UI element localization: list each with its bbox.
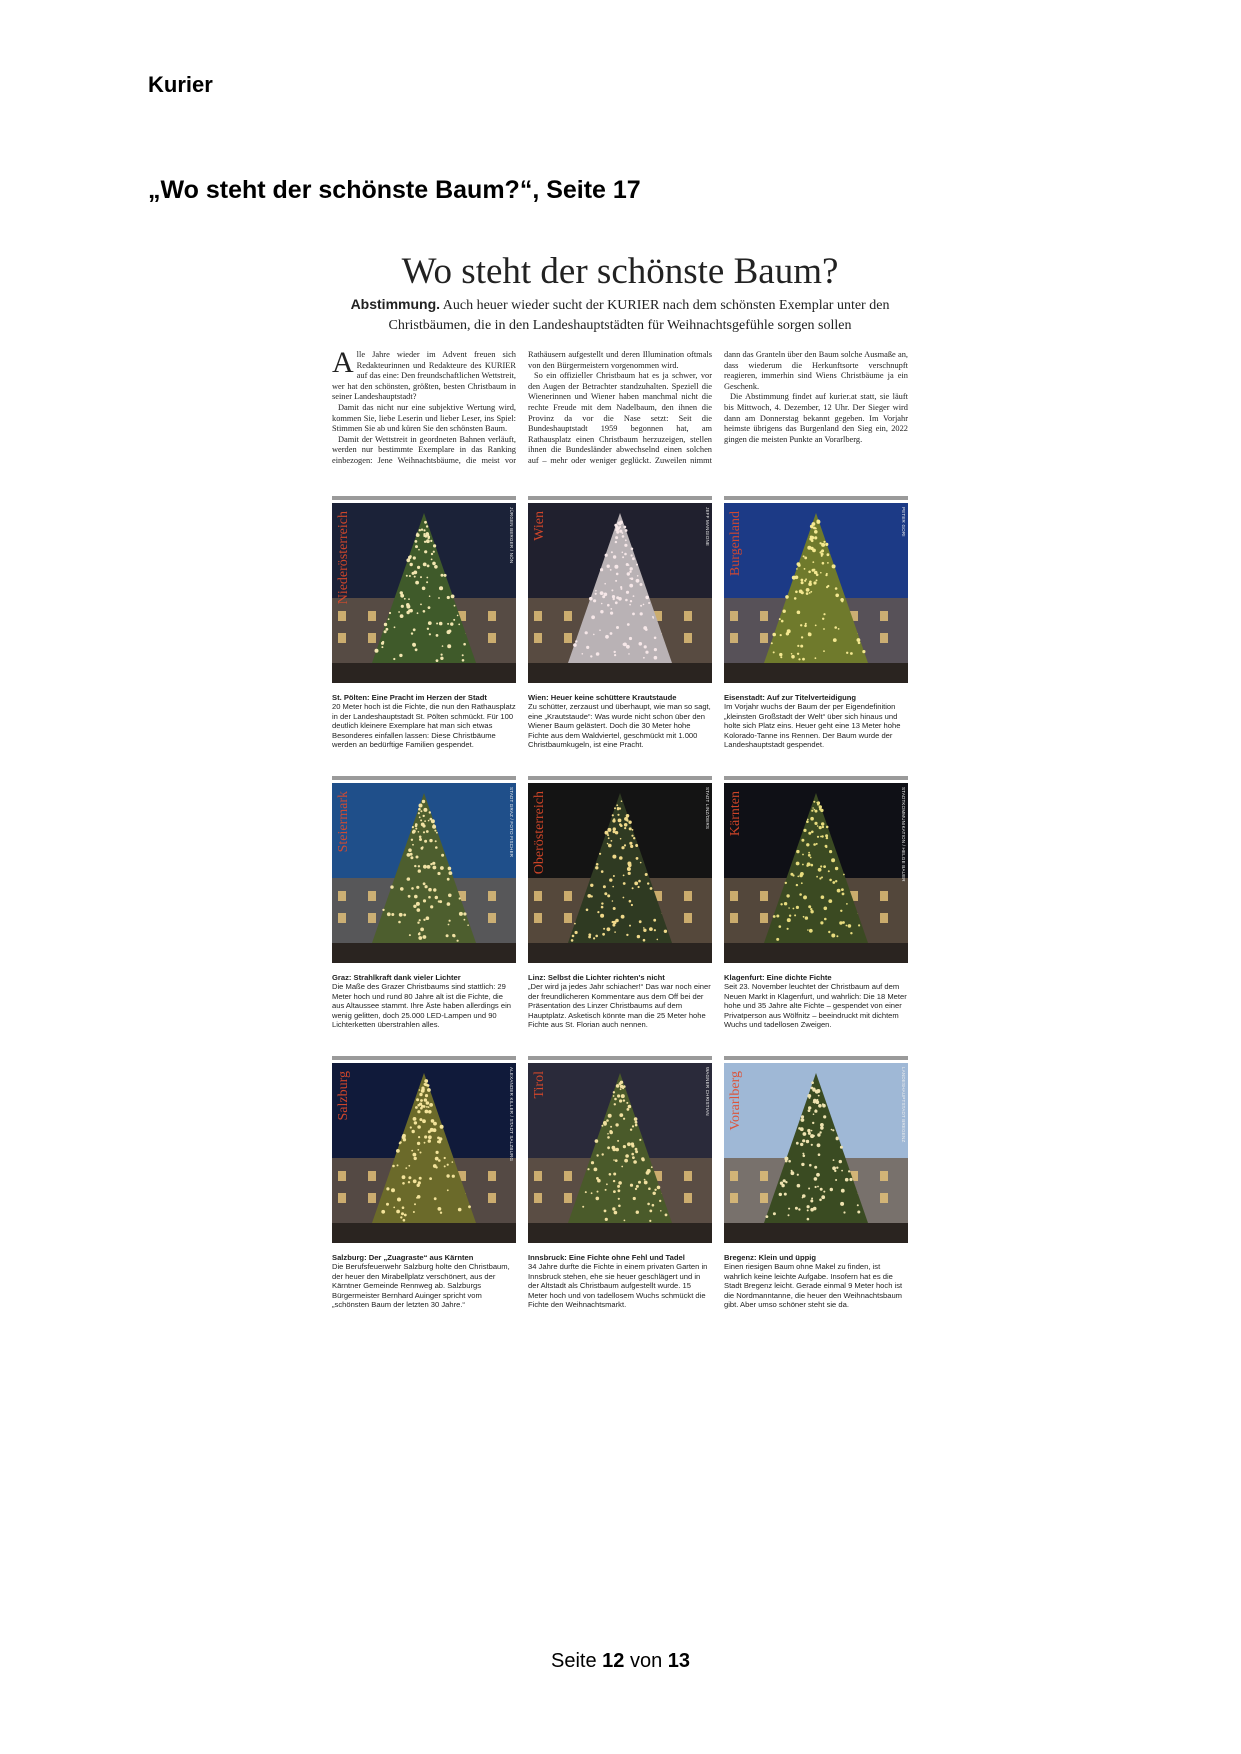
body-paragraph: Damit das nicht nur eine subjektive Wertung wird, kommen Sie, liebe Leserin und lieber Leser, ins Spiel: Stimmen Sie ab und küren Sie den schönsten Baum. [332,402,516,434]
tile-rule [332,776,516,780]
caption-text: „Der wird ja jedes Jahr schiacher!“ Das war noch einer der freundlicheren Kommentare aus dem Off bei der Präsentation des Linzer Christbaums auf dem Hauptplatz. Asketisch könnte man die 25 Meter hohe Fichte aus St. Florian auch nennen. [528,982,711,1030]
tree-tile [724,1056,908,1309]
christmas-tree-photo [528,783,712,963]
caption-text: Zu schütter, zerzaust und überhaupt, wie man so sagt, eine „Krautstaude“: Was wurde nicht schon über den Wiener Baum gelästert. Doch die 30 Meter hohe Fichte aus dem Waldviertel, geschmückt mit 1.000 Christbaumkugeln, ist eine Pracht. [528,702,711,750]
region-label: Wien [532,511,547,541]
photo-credit: STADT GRAZ / FOTO FISCHER [509,787,514,858]
caption-text: 20 Meter hoch ist die Fichte, die nun den Rathausplatz in der Landeshauptstadt St. Pölten schmückt. Für 100 deutlich kleinere Exemplare hat man sich etwas Besonderes einfallen lassen: Diese Christbäume werden an bedürftige Familien gespendet. [332,702,516,750]
caption-text: Seit 23. November leuchtet der Christbaum auf dem Neuen Markt in Klagenfurt, und wahrlich: Die 18 Meter hohe und 35 Jahre alte Fichte – gespendet von einer Privatperson aus Wölfnitz – beeindruckt mit dichtem Wuchs und tadellosen Zweigen. [724,982,907,1030]
article-headline: Wo steht der schönste Baum? [401,251,839,292]
tree-tile [528,776,712,1029]
newspaper-clipping [332,240,908,1330]
christmas-tree-photo [724,1063,908,1243]
tile-rule [724,496,908,500]
tile-rule [528,776,712,780]
christmas-tree-photo [724,503,908,683]
body-paragraph: Damit der Wettstreit in geordneten Bahnen verläuft, werden nur bestimmte Exemplare in das Ranking einbezogen: Jene Weihnachtsbäume, die meist vor Rathäusern aufgestellt und deren Illumination oftmals von den Bürgermeistern vorgenommen wird. [332,350,712,465]
caption-title: Wien: Heuer keine schüttere Krautstaude [528,693,677,702]
page-footer [0,1650,1241,1673]
tree-tile [332,1056,516,1309]
tile-caption [528,1253,712,1309]
region-label: Steiermark [336,791,351,853]
region-label: Burgenland [728,511,743,577]
tile-caption [724,1253,908,1309]
footer-middle: von [629,1650,663,1672]
footer-prefix: Seite [550,1650,597,1672]
caption-title: Salzburg: Der „Zuagraste“ aus Kärnten [332,1253,474,1262]
region-label: Oberösterreich [532,791,547,875]
photo-credit: JEFF MANGIONE [705,507,710,547]
tile-caption [332,693,516,749]
photo-credit: PETER GORI [901,507,906,537]
tile-caption [724,973,908,1029]
photo-credit: ALEXANDER KILLER / STADT SALZBURG [509,1067,514,1162]
tile-caption [528,693,712,749]
caption-title: St. Pölten: Eine Pracht im Herzen der Stadt [332,693,487,702]
deck-lead: Abstimmung. [350,296,441,312]
christmas-tree-photo [528,503,712,683]
photo-credit: STADTKOMMUNIKATION / HELGE BAUER [901,787,906,882]
christmas-tree-photo [332,1063,516,1243]
christmas-tree-photo [332,783,516,963]
tile-rule [528,1056,712,1060]
photo-credit: JÜRGEN BERGER / NÖN [509,507,514,564]
tree-tile [528,496,712,749]
caption-title: Eisenstadt: Auf zur Titelverteidigung [724,693,857,702]
caption-text: Im Vorjahr wuchs der Baum der per Eigendefinition „kleinsten Großstadt der Welt“ über sich hinaus und holte sich Platz eins. Heuer geht eine 13 Meter hohe Kolorado-Tanne ins Rennen. Der Baum wurde der Landeshauptstadt gespendet. [724,702,901,750]
caption-title: Linz: Selbst die Lichter richten's nicht [528,973,665,982]
christmas-tree-photo [528,1063,712,1243]
dropcap: A [332,346,354,379]
region-label: Niederösterreich [336,511,351,605]
tile-rule [724,1056,908,1060]
tree-tile [332,496,516,749]
caption-text: Einen riesigen Baum ohne Makel zu finden, ist wahrlich keine leichte Aufgabe. Insofern hat es die Stadt Bregenz leicht. Gerade einmal 9 Meter hoch ist die Nordmanntanne, die heuer den Weihnachtsbaum gibt. Aber umso schöner steht sie da. [724,1262,903,1310]
tile-caption [724,693,908,749]
caption-title: Klagenfurt: Eine dichte Fichte [724,973,832,982]
caption-text: Die Berufsfeuerwehr Salzburg holte den Christbaum, der heuer den Mirabellplatz verschönert, aus der Kärntner Gemeinde Rennweg ab. Salzburgs Bürgermeister Bernhard Auinger spricht vom „schönsten Baum der letzten 30 Jahre.“ [332,1262,510,1310]
caption-title: Graz: Strahlkraft dank vieler Lichter [332,973,461,982]
footer-current-page: 12 [602,1650,625,1672]
tile-rule [332,496,516,500]
publication-name: Kurier [148,72,213,97]
region-label: Salzburg [336,1071,351,1121]
tile-caption [332,973,516,1029]
tile-rule [528,496,712,500]
photo-credit: LANDESHAUPTSTADT BREGENZ [901,1067,906,1143]
christmas-tree-photo [332,503,516,683]
tile-rule [332,1056,516,1060]
tree-tile [724,496,908,749]
body-paragraph: Alle Jahre wieder im Advent freuen sich Redakteurinnen und Redakteure des KURIER auf das eine: Den freundschaftlichen Wettstreit, wer hat den schönsten, größten, besten Christbaum in seiner Landeshauptstadt? [332,346,516,402]
body-paragraph: Die Abstimmung findet auf kurier.at statt, sie läuft bis Mittwoch, 4. Dezember, 12 Uhr. Der Sieger wird dann am Donnerstag bekannt gegeben. Im Vorjahr heimste übrigens das Burgenland den Sieg ein, 2022 gingen die meisten Punkte an Vorarlberg. [724,392,908,444]
photo-credit: WAGNER CHRISTIAN [705,1067,710,1116]
footer-total-pages: 13 [667,1650,691,1672]
region-label: Vorarlberg [728,1071,743,1131]
tree-tile [724,776,908,1029]
body-paragraph: So ein offizieller Christbaum hat es ja schwer, vor den Augen der Betrachter standzuhalten. Speziell die Wienerinnen und Wiener haben manchmal nicht die rechte Freude mit dem Nadelbaum, den ihnen die Provinz da vor die Nase setzt: Seit die Bundeshauptstadt 1959 begonnen hat, am Rathausplatz einen Christbaum herzuzeigen, stellen ihnen die Bundesländer abwechselnd einen solchen auf – mehr oder weniger geglückt. Zuweilen nimmt dann das Granteln über den Baum solche Ausmaße an, dass wiederum die Herkunftsorte verschnupft reagieren, immerhin sind Wiens Christbäume ja ein Geschenk. [528,350,908,465]
caption-title: Innsbruck: Eine Fichte ohne Fehl und Tadel [528,1253,685,1262]
tree-tile [332,776,516,1029]
tile-caption [528,973,712,1029]
region-label: Kärnten [728,791,743,837]
tree-tile [528,1056,712,1309]
caption-title: Bregenz: Klein und üppig [724,1253,816,1262]
caption-text: Die Maße des Grazer Christbaums sind stattlich: 29 Meter hoch und rund 80 Jahre alt ist die Fichte, die aus Altaussee stammt. Ihre Äste haben allerdings ein wenig gelitten, doch 25.000 LED-Lampen und 90 Lichterketten überstrahlen alles. [332,982,511,1030]
tile-caption [332,1253,516,1309]
photo-credit: STADT LINZ/DERS [705,787,710,830]
christmas-tree-photo [724,783,908,963]
caption-text: 34 Jahre durfte die Fichte in einem privaten Garten in Innsbruck stehen, ehe sie heuer geschlägert und in der Altstadt als Christbaum aufgestellt wurde. 15 Meter hoch und von tadellosem Wuchs schmückt die Fichte den Weihnachtsmarkt. [528,1262,708,1310]
region-label: Tirol [532,1071,547,1099]
document-title: „Wo steht der schönste Baum?“, Seite 17 [148,176,641,204]
tile-rule [724,776,908,780]
article-body [332,346,908,482]
deck-text: Auch heuer wieder sucht der KURIER nach dem schönsten Exemplar unter den Christbäumen, die in den Landeshauptstädten für Weihnachtsgefühle sorgen sollen [388,298,890,333]
article-deck [342,294,898,336]
